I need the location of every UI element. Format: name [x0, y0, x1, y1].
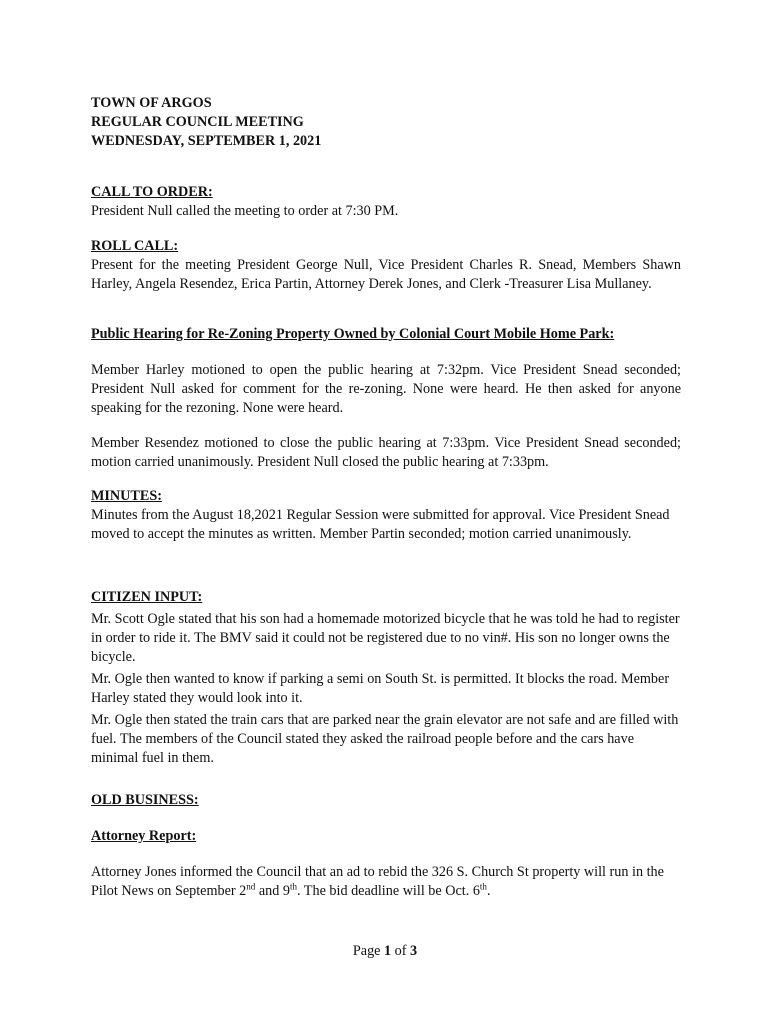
- attorney-report-text-c: . The bid deadline will be Oct. 6: [296, 883, 480, 899]
- page-total: 3: [410, 943, 418, 959]
- town-name: TOWN OF ARGOS: [91, 95, 212, 111]
- call-to-order-heading: CALL TO ORDER:: [91, 184, 213, 200]
- call-to-order-section: [91, 183, 681, 221]
- attorney-report-text-a: Attorney Jones informed the Council that an ad to rebid the 326 S. Church St property will run in the Pilot News on September 2: [91, 864, 664, 899]
- meeting-type: REGULAR COUNCIL MEETING: [91, 114, 304, 130]
- old-business-heading: OLD BUSINESS:: [91, 792, 199, 808]
- attorney-report-text-b: and 9: [255, 883, 290, 899]
- call-to-order-text: President Null called the meeting to order at 7:30 PM.: [91, 203, 399, 219]
- public-hearing-section: [91, 325, 681, 344]
- minutes-heading: MINUTES:: [91, 488, 162, 504]
- meeting-date: WEDNESDAY, SEPTEMBER 1, 2021: [91, 133, 322, 149]
- roll-call-heading: ROLL CALL:: [91, 238, 179, 254]
- page-prefix: Page: [352, 943, 385, 959]
- attorney-report-text-d: .: [486, 883, 491, 899]
- roll-call-section: [91, 237, 681, 294]
- page-footer: [0, 943, 770, 960]
- public-hearing-para-1: Member Harley motioned to open the public hearing at 7:32pm. Vice President Snead seconded; President Null asked for comment for the re-zoning. None were heard. He then asked for anyone speaking for the rezoning. None were heard.: [91, 362, 681, 416]
- citizen-input-para-2: Mr. Ogle then wanted to know if parking a semi on South St. is permitted. It blocks the road. Member Harley stated they would look into it.: [91, 671, 670, 706]
- public-hearing-para-2: Member Resendez motioned to close the public hearing at 7:33pm. Vice President Snead seconded; motion carried unanimously. President Null closed the public hearing at 7:33pm.: [91, 435, 681, 470]
- citizen-input-section: [91, 588, 681, 768]
- minutes-text: Minutes from the August 18,2021 Regular Session were submitted for approval. Vice President Snead moved to accept the minutes as written. Member Partin seconded; motion carried unanimously.: [91, 507, 670, 542]
- citizen-input-para-3: Mr. Ogle then stated the train cars that are parked near the grain elevator are not safe and are filled with fuel. The members of the Council stated they asked the railroad people before and the cars have minimal fuel in them.: [91, 712, 679, 766]
- meeting-header: [91, 94, 681, 151]
- page-current: 1: [384, 943, 392, 959]
- attorney-report-heading: Attorney Report:: [91, 828, 197, 844]
- attorney-report-sup-c: th: [479, 881, 487, 892]
- attorney-report-text: [91, 863, 681, 901]
- roll-call-text: Present for the meeting President George Null, Vice President Charles R. Snead, Members Shawn Harley, Angela Resendez, Erica Partin, Attorney Derek Jones, and Clerk -Treasurer Lisa Mullaney.: [91, 257, 681, 292]
- citizen-input-heading: CITIZEN INPUT:: [91, 589, 203, 605]
- citizen-input-para-1: Mr. Scott Ogle stated that his son had a homemade motorized bicycle that he was told he had to register in order to ride it. The BMV said it could not be registered due to no vin#. His son no longer owns the bicycle.: [91, 611, 680, 665]
- attorney-report-sup-a: nd: [246, 881, 256, 892]
- page-middle: of: [391, 943, 411, 959]
- minutes-section: [91, 487, 681, 544]
- attorney-report-sup-b: th: [289, 881, 297, 892]
- public-hearing-heading: Public Hearing for Re-Zoning Property Owned by Colonial Court Mobile Home Park:: [91, 326, 615, 342]
